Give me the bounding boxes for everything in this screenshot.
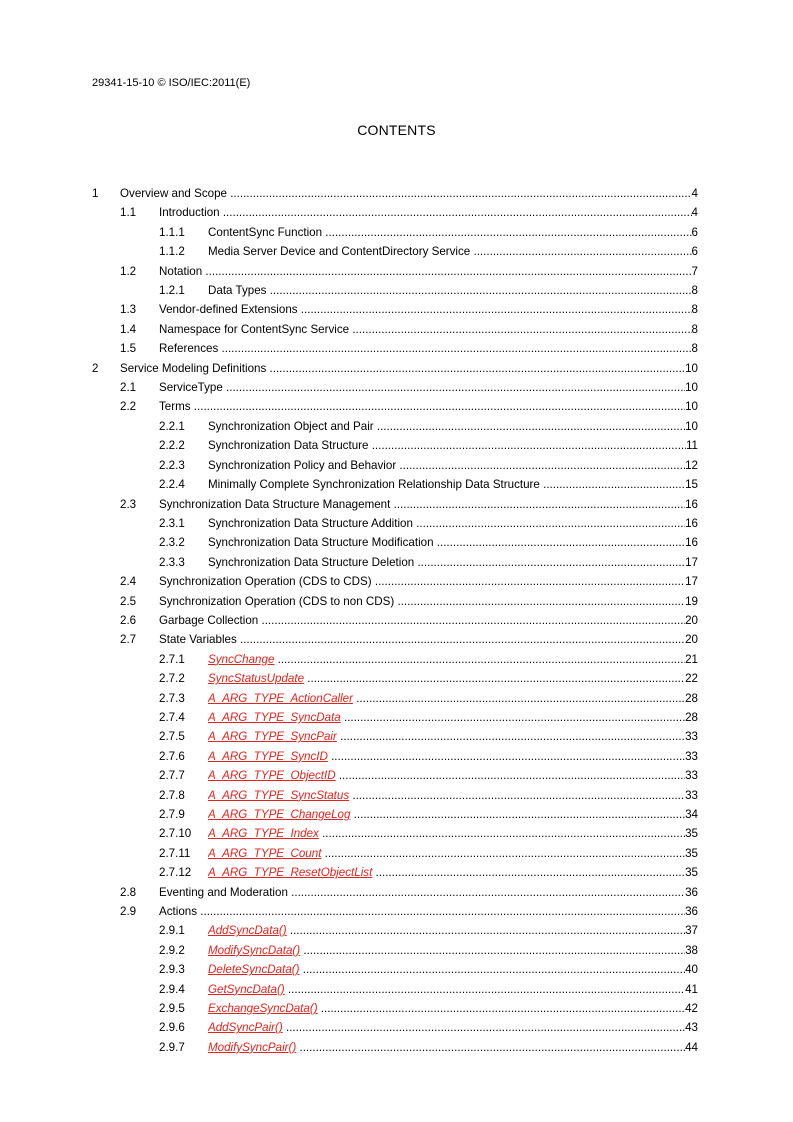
toc-entry[interactable] — [92, 300, 698, 319]
toc-entry-title: ServiceType — [159, 381, 223, 395]
toc-entry-number: 2.6 — [120, 613, 137, 627]
toc-entry-number: 2.7.4 — [159, 710, 185, 724]
toc-entry-link[interactable]: ExchangeSyncData() — [208, 1002, 318, 1016]
toc-entry-number: 2.7.7 — [159, 769, 185, 783]
toc-entry-title-leader — [159, 262, 692, 281]
toc-entry[interactable] — [92, 397, 698, 416]
toc-entry-number: 2.5 — [120, 594, 137, 608]
toc-entry-title-leader — [208, 844, 685, 863]
toc-entry-number: 2.2.2 — [159, 439, 185, 453]
toc-entry[interactable] — [92, 203, 698, 222]
toc-entry-link[interactable]: A_ARG_TYPE_ObjectID — [208, 769, 336, 783]
toc-entry-page: 36 — [685, 902, 698, 921]
toc-entry-title-leader — [159, 495, 685, 514]
toc-entry-page: 33 — [685, 727, 698, 746]
toc-entry-title-leader — [208, 1018, 685, 1037]
toc-entry-number: 2.7.2 — [159, 672, 185, 686]
toc-entry-link[interactable]: GetSyncData() — [208, 982, 285, 996]
toc-entry-title-leader — [159, 630, 685, 649]
toc-entry-title: Data Types — [208, 284, 267, 298]
toc-entry[interactable] — [92, 572, 698, 591]
toc-entry[interactable] — [92, 941, 698, 960]
toc-entry-number: 1.3 — [120, 303, 137, 317]
toc-entry-link[interactable]: A_ARG_TYPE_SyncData — [208, 710, 341, 724]
toc-entry-number: 2.3.3 — [159, 555, 185, 569]
toc-entry-page: 10 — [685, 397, 698, 416]
toc-entry-title-leader — [159, 883, 685, 902]
toc-entry-title-leader — [159, 320, 692, 339]
toc-entry[interactable] — [92, 378, 698, 397]
toc-entry-link[interactable]: AddSyncPair() — [208, 1021, 283, 1035]
toc-entry-title: Namespace for ContentSync Service — [159, 322, 350, 336]
toc-entry-title-leader — [159, 592, 685, 611]
toc-entry-page: 21 — [685, 650, 698, 669]
toc-entry-link[interactable]: SyncStatusUpdate — [208, 672, 305, 686]
toc-entry-title-leader — [159, 611, 685, 630]
toc-entry-number: 2.4 — [120, 575, 137, 589]
toc-entry-number: 2.7.12 — [159, 866, 192, 880]
toc-entry-link[interactable]: A_ARG_TYPE_SyncID — [208, 749, 328, 763]
toc-entry-number: 2.7.10 — [159, 827, 192, 841]
toc-entry-title-leader — [208, 824, 685, 843]
toc-entry-number: 1.2 — [120, 264, 137, 278]
toc-entry-page: 8 — [692, 281, 698, 300]
toc-entry-number: 1.2.1 — [159, 284, 185, 298]
toc-entry-title: Notation — [159, 264, 203, 278]
toc-entry-title-leader — [159, 339, 692, 358]
toc-entry-title-leader — [208, 223, 692, 242]
toc-entry[interactable] — [92, 242, 698, 261]
toc-entry[interactable] — [92, 844, 698, 863]
toc-entry-page: 16 — [685, 533, 698, 552]
toc-entry-title: Eventing and Moderation — [159, 885, 288, 899]
toc-entry[interactable] — [92, 999, 698, 1018]
toc-entry[interactable] — [92, 824, 698, 843]
toc-entry-page: 20 — [685, 630, 698, 649]
toc-entry-page: 10 — [685, 417, 698, 436]
toc-entry-title-leader — [208, 980, 685, 999]
toc-entry[interactable] — [92, 456, 698, 475]
toc-entry-page: 8 — [692, 320, 698, 339]
toc-entry-link[interactable]: A_ARG_TYPE_SyncPair — [208, 730, 337, 744]
toc-entry[interactable] — [92, 786, 698, 805]
toc-entry-number: 2.1 — [120, 381, 137, 395]
toc-entry-number: 2.3.1 — [159, 516, 185, 530]
toc-entry-title-leader — [159, 203, 692, 222]
toc-entry-title: Introduction — [159, 206, 220, 220]
toc-entry-page: 4 — [692, 203, 698, 222]
toc-entry-link[interactable]: A_ARG_TYPE_ChangeLog — [208, 808, 351, 821]
toc-entry[interactable] — [92, 1038, 698, 1057]
toc-entry[interactable] — [92, 883, 698, 902]
table-of-contents — [92, 184, 698, 1057]
toc-entry[interactable] — [92, 960, 698, 979]
toc-entry-title-leader — [208, 999, 685, 1018]
toc-entry-page: 8 — [692, 300, 698, 319]
toc-entry-page: 42 — [685, 999, 698, 1018]
toc-entry-title-leader — [208, 281, 692, 300]
toc-entry-link[interactable]: ModifySyncData() — [208, 943, 301, 957]
toc-entry-title: Service Modeling Definitions — [120, 361, 267, 375]
toc-entry-title-leader — [208, 921, 685, 940]
toc-entry-number: 2.2 — [120, 400, 137, 414]
toc-entry[interactable] — [92, 281, 698, 300]
toc-entry-title-leader — [208, 242, 692, 261]
toc-entry[interactable] — [92, 533, 698, 552]
toc-entry[interactable] — [92, 514, 698, 533]
toc-entry-number: 2.9.1 — [159, 924, 185, 938]
toc-entry-title-leader — [208, 553, 685, 572]
toc-entry-page: 6 — [692, 242, 698, 261]
toc-entry-title-leader — [159, 378, 685, 397]
toc-entry-title: References — [159, 342, 219, 356]
toc-entry-page: 37 — [685, 921, 698, 940]
toc-entry-page: 11 — [686, 436, 698, 455]
toc-entry-title: Synchronization Data Structure Deletion — [208, 555, 415, 569]
toc-entry-title-leader — [159, 300, 692, 319]
toc-entry[interactable] — [92, 262, 698, 281]
toc-entry-number: 2.3.2 — [159, 536, 185, 550]
toc-entry-page: 15 — [685, 475, 698, 494]
toc-entry-number: 2.9.3 — [159, 963, 185, 977]
toc-entry-number: 1.5 — [120, 342, 137, 356]
toc-entry-title: Vendor-defined Extensions — [159, 303, 298, 317]
toc-entry-number: 2.9.2 — [159, 943, 185, 957]
toc-entry[interactable] — [92, 902, 698, 921]
toc-entry-page: 33 — [685, 786, 698, 805]
toc-entry-page: 35 — [685, 824, 698, 843]
toc-entry-number: 2.2.4 — [159, 478, 185, 492]
toc-entry-title-leader — [159, 572, 685, 591]
toc-entry-title-leader — [208, 863, 685, 882]
page-title: CONTENTS — [357, 122, 436, 138]
toc-entry-link[interactable]: DeleteSyncData() — [208, 963, 300, 977]
toc-entry-page: 17 — [685, 572, 698, 591]
toc-entry-title: Media Server Device and ContentDirectory Service — [208, 245, 471, 259]
toc-entry-page: 33 — [685, 747, 698, 766]
toc-entry-title: Terms — [159, 400, 191, 414]
toc-entry-title-leader — [208, 766, 685, 785]
toc-entry-link[interactable]: AddSyncData() — [208, 924, 287, 938]
toc-entry-number: 1.1.2 — [159, 245, 185, 259]
toc-entry-page: 35 — [685, 863, 698, 882]
toc-entry-title-leader — [208, 475, 685, 494]
toc-entry-link[interactable]: SyncChange — [208, 652, 275, 666]
toc-entry[interactable] — [92, 495, 698, 514]
toc-entry-page: 34 — [685, 805, 698, 824]
toc-entry[interactable] — [92, 1018, 698, 1037]
toc-entry-page: 4 — [692, 184, 698, 203]
toc-entry[interactable] — [92, 689, 698, 708]
toc-entry-number: 1 — [92, 187, 99, 200]
toc-entry-title-leader — [208, 456, 685, 475]
toc-entry[interactable] — [92, 592, 698, 611]
toc-entry[interactable] — [92, 223, 698, 242]
toc-entry-page: 8 — [692, 339, 698, 358]
toc-entry[interactable] — [92, 436, 698, 455]
toc-entry-number: 2.2.1 — [159, 419, 185, 433]
toc-entry-title-leader — [159, 397, 685, 416]
toc-entry-number: 2.7.3 — [159, 691, 185, 705]
toc-entry-page: 22 — [685, 669, 698, 688]
toc-entry[interactable] — [92, 184, 698, 203]
toc-entry-title-leader — [208, 533, 685, 552]
toc-entry-number: 2.9.4 — [159, 982, 185, 996]
toc-entry-title-leader — [208, 1038, 685, 1057]
toc-entry-page: 38 — [685, 941, 698, 960]
toc-entry-title-leader — [208, 960, 685, 979]
toc-entry-number: 2.8 — [120, 885, 137, 899]
toc-entry[interactable] — [92, 359, 698, 378]
toc-entry-title: Synchronization Data Structure Addition — [208, 516, 413, 530]
toc-entry-title: Actions — [159, 905, 198, 919]
toc-entry-number: 2.9.5 — [159, 1002, 185, 1016]
toc-entry[interactable] — [92, 766, 698, 785]
toc-entry-page: 17 — [685, 553, 698, 572]
toc-entry-title: Synchronization Data Structure Modification — [208, 536, 434, 550]
toc-entry-page: 12 — [685, 456, 698, 475]
toc-entry-title: Overview and Scope — [120, 187, 227, 200]
toc-entry-page: 28 — [685, 689, 698, 708]
toc-entry-title-leader — [208, 417, 685, 436]
toc-entry-number: 2.7.5 — [159, 730, 185, 744]
toc-entry-title: Garbage Collection — [159, 613, 259, 627]
toc-entry-number: 2.7.1 — [159, 652, 185, 666]
toc-entry-title-leader — [208, 805, 685, 824]
toc-entry-page: 10 — [685, 359, 698, 378]
toc-entry-title: State Variables — [159, 633, 237, 647]
toc-entry-page: 20 — [685, 611, 698, 630]
toc-entry-page: 33 — [685, 766, 698, 785]
toc-entry[interactable] — [92, 980, 698, 999]
toc-entry-page: 40 — [685, 960, 698, 979]
toc-entry-title: Synchronization Object and Pair — [208, 419, 374, 433]
toc-entry[interactable] — [92, 727, 698, 746]
toc-entry-title: Synchronization Data Structure — [208, 439, 369, 453]
toc-entry-title-leader — [208, 747, 685, 766]
toc-entry-page: 28 — [685, 708, 698, 727]
toc-entry-link[interactable]: A_ARG_TYPE_Count — [208, 846, 322, 860]
toc-entry-page: 35 — [685, 844, 698, 863]
toc-entry-page: 41 — [685, 980, 698, 999]
toc-entry-number: 2.9.7 — [159, 1040, 185, 1054]
toc-entry-page: 6 — [692, 223, 698, 242]
toc-entry[interactable] — [92, 805, 698, 824]
toc-entry[interactable] — [92, 921, 698, 940]
toc-entry[interactable] — [92, 417, 698, 436]
toc-entry-title-leader — [120, 359, 685, 378]
toc-entry-page: 16 — [685, 495, 698, 514]
toc-entry-number: 2.7 — [120, 633, 137, 647]
toc-entry-number: 2 — [92, 361, 99, 375]
toc-entry-number: 1.4 — [120, 322, 137, 336]
toc-entry-page: 36 — [685, 883, 698, 902]
toc-entry-title-leader — [208, 514, 685, 533]
toc-entry-title-leader — [208, 708, 685, 727]
toc-entry-title-leader — [208, 436, 686, 455]
toc-entry-number: 2.7.6 — [159, 749, 185, 763]
toc-entry-number: 1.1 — [120, 206, 137, 220]
toc-entry-page: 10 — [685, 378, 698, 397]
toc-entry[interactable] — [92, 630, 698, 649]
document-id-header: 29341-15-10 © ISO/IEC:2011(E) — [92, 77, 251, 89]
toc-entry-title: Synchronization Operation (CDS to non CDS) — [159, 594, 395, 608]
toc-entry-link[interactable]: A_ARG_TYPE_ResetObjectList — [208, 866, 373, 880]
toc-entry[interactable] — [92, 553, 698, 572]
toc-entry-title-leader — [208, 650, 685, 669]
toc-entry-title-leader — [208, 941, 685, 960]
toc-entry-title: Synchronization Operation (CDS to CDS) — [159, 575, 372, 589]
toc-entry[interactable] — [92, 611, 698, 630]
toc-entry-page: 44 — [685, 1038, 698, 1057]
toc-entry-number: 2.2.3 — [159, 458, 185, 472]
toc-entry-title-leader — [208, 786, 685, 805]
toc-entry[interactable] — [92, 747, 698, 766]
toc-entry-title: Synchronization Data Structure Management — [159, 497, 391, 511]
toc-entry-title-leader — [120, 184, 692, 203]
toc-entry-title-leader — [208, 689, 685, 708]
toc-entry-title-leader — [208, 727, 685, 746]
toc-entry-title-leader — [159, 902, 685, 921]
toc-entry-title: Synchronization Policy and Behavior — [208, 458, 397, 472]
toc-entry-number: 2.3 — [120, 497, 137, 511]
toc-entry-title-leader — [208, 669, 685, 688]
toc-entry[interactable] — [92, 320, 698, 339]
toc-entry[interactable] — [92, 339, 698, 358]
toc-entry[interactable] — [92, 708, 698, 727]
toc-entry-number: 2.7.9 — [159, 808, 185, 821]
toc-entry-number: 2.7.11 — [159, 846, 191, 860]
toc-entry[interactable] — [92, 669, 698, 688]
toc-entry-page: 7 — [692, 262, 698, 281]
toc-entry-link[interactable]: A_ARG_TYPE_Index — [208, 827, 319, 841]
toc-entry-link[interactable]: A_ARG_TYPE_ActionCaller — [208, 691, 353, 705]
toc-entry[interactable] — [92, 650, 698, 669]
toc-entry-title: Minimally Complete Synchronization Relationship Data Structure — [208, 478, 540, 492]
toc-entry-link[interactable]: ModifySyncPair() — [208, 1040, 297, 1054]
toc-entry-page: 43 — [685, 1018, 698, 1037]
toc-entry-title: ContentSync Function — [208, 225, 323, 239]
toc-entry-number: 2.7.8 — [159, 788, 185, 802]
toc-entry-page: 16 — [685, 514, 698, 533]
toc-entry-page: 19 — [685, 592, 698, 611]
toc-entry-number: 2.9.6 — [159, 1021, 185, 1035]
toc-entry[interactable] — [92, 863, 698, 882]
toc-entry[interactable] — [92, 475, 698, 494]
toc-entry-link[interactable]: A_ARG_TYPE_SyncStatus — [208, 788, 350, 802]
toc-entry-number: 2.9 — [120, 905, 137, 919]
toc-entry-number: 1.1.1 — [159, 225, 185, 239]
